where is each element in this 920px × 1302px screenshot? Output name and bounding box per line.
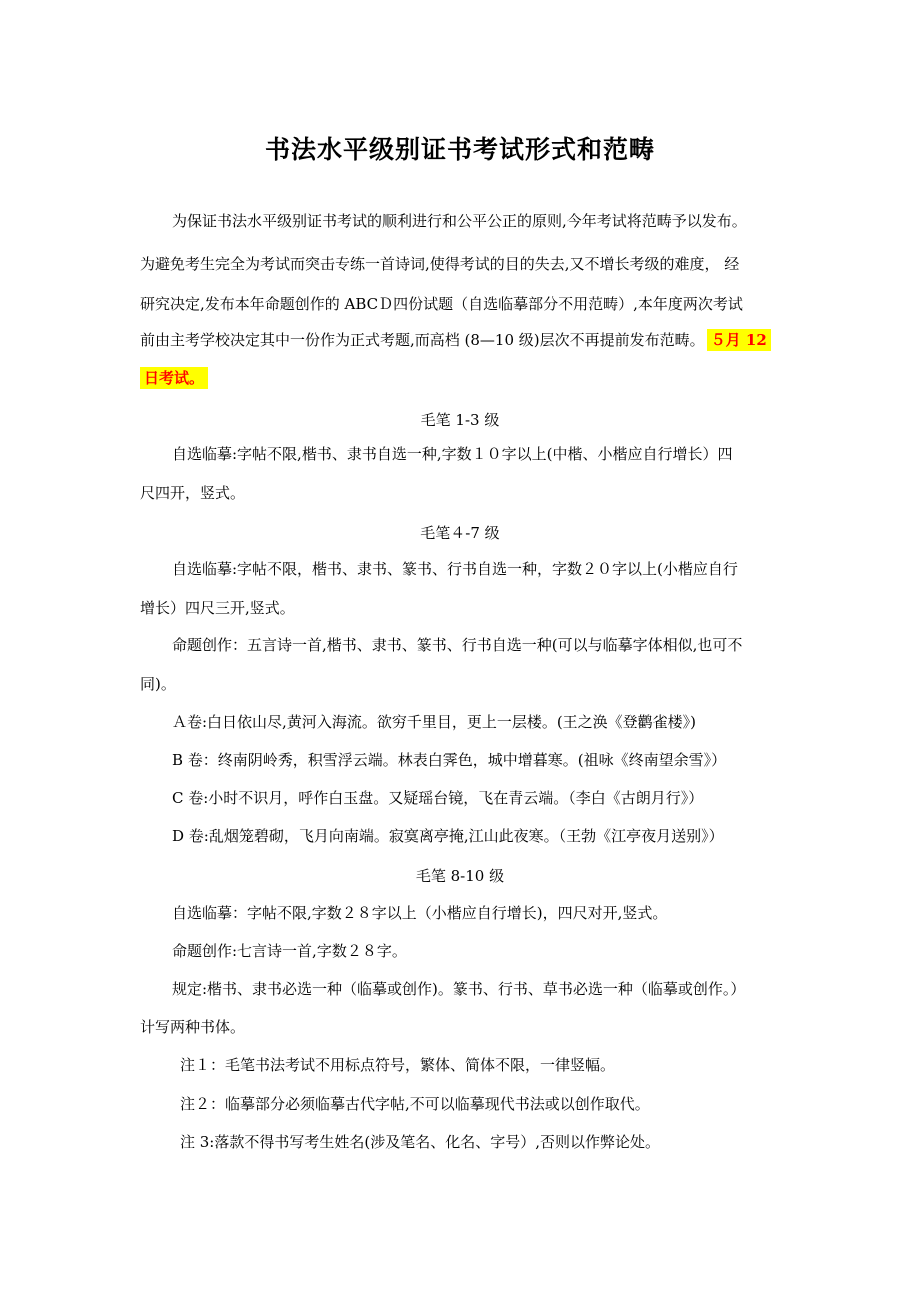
level2-paper-d: D 卷:乱烟笼碧砌，飞月向南端。寂寞离亭掩,江山此夜寒。（王勃《江亭夜月送别》） xyxy=(172,827,724,845)
level2-paper-a: Ａ卷:白日依山尽,黄河入海流。欲穷千里目，更上一层楼。(王之涣《登鹳雀楼》) xyxy=(172,713,697,731)
level2-copy-line-2: 增长）四尺三开,竖式。 xyxy=(140,599,295,617)
intro-line-4-text: 前由主考学校决定其中一份作为正式考题,而高档 (8—10 级)层次不再提前发布范畴。 xyxy=(140,331,705,349)
level2-create-line-1: 命题创作：五言诗一首,楷书、隶书、篆书、行书自选一种(可以与临摹字体相似,也可不 xyxy=(172,636,743,654)
level2-create-line-2: 同)。 xyxy=(140,675,176,693)
level2-heading: 毛笔４-7 级 xyxy=(420,524,500,542)
note-2: 注２：临摹部分必须临摹古代字帖,不可以临摹现代书法或以创作取代。 xyxy=(180,1095,650,1113)
level2-paper-b: B 卷：终南阴岭秀，积雪浮云端。林表白霁色，城中增暮寒。(祖咏《终南望余雪》） xyxy=(172,751,727,769)
exam-date-highlight-b: 日考试。 xyxy=(140,367,208,389)
intro-line-2: 为避免考生完全为考试而突击专练一首诗词,使得考试的目的失去,又不增长考级的难度， 经 xyxy=(140,255,740,273)
level3-create-line: 命题创作:七言诗一首,字数２８字。 xyxy=(172,942,407,960)
level3-rule-line-2: 计写两种书体。 xyxy=(140,1018,246,1036)
level1-copy-line-1: 自选临摹:字帖不限,楷书、隶书自选一种,字数１０字以上(中楷、小楷应自行增长）四 xyxy=(172,445,733,463)
exam-date-highlight-a: ５月 12 xyxy=(707,329,771,351)
level2-copy-line-1: 自选临摹:字帖不限，楷书、隶书、篆书、行书自选一种，字数２０字以上(小楷应自行 xyxy=(172,560,738,578)
level3-rule-line-1: 规定:楷书、隶书必选一种（临摹或创作)。篆书、行书、草书必选一种（临摹或创作。） xyxy=(172,980,746,998)
level3-copy-line: 自选临摹：字帖不限,字数２８字以上（小楷应自行增长)，四尺对开,竖式。 xyxy=(172,904,668,922)
level3-heading: 毛笔 8-10 级 xyxy=(415,867,505,885)
intro-line-3: 研究决定,发布本年命题创作的 ABCＤ四份试题（自选临摹部分不用范畴）,本年度两次考试 xyxy=(140,295,743,313)
level2-paper-c: C 卷:小时不识月，呼作白玉盘。又疑瑶台镜，飞在青云端。（李白《古朗月行》） xyxy=(172,789,704,807)
document-title: 书法水平级别证书考试形式和范畴 xyxy=(264,135,655,164)
intro-line-1: 为保证书法水平级别证书考试的顺利进行和公平公正的原则,今年考试将范畴予以发布。 xyxy=(172,212,747,230)
note-1: 注１：毛笔书法考试不用标点符号，繁体、简体不限，一律竖幅。 xyxy=(180,1056,616,1074)
level1-copy-line-2: 尺四开，竖式。 xyxy=(140,484,246,502)
level1-heading: 毛笔 1-3 级 xyxy=(420,411,500,429)
note-3: 注 3:落款不得书写考生姓名(涉及笔名、化名、字号）,否则以作弊论处。 xyxy=(180,1133,660,1151)
intro-line-5 xyxy=(140,366,208,390)
intro-line-4 xyxy=(140,328,771,352)
